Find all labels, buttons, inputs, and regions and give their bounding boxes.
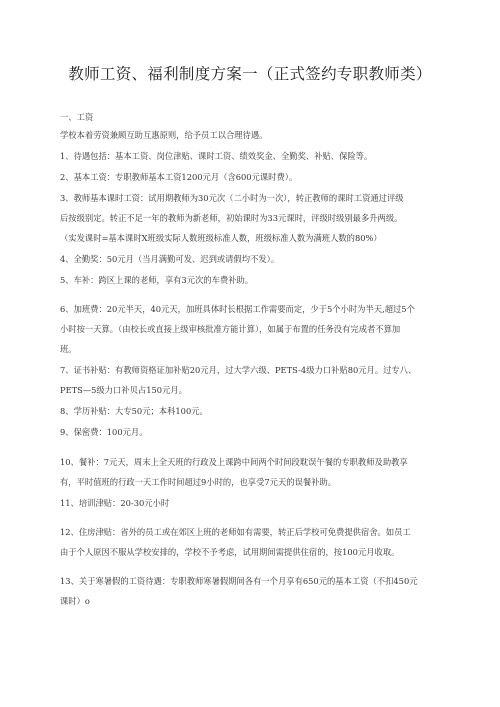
list-item-7-line-1: 7、证书补贴：有教师资格证加补贴20元月，过大学六级、PETS-4级力口补贴80元月。过专八、 xyxy=(60,365,417,375)
list-item-10-line-2: 有，平时值班的行政一天工作时间超过9小时的，也享受7元天的误餐补助。 xyxy=(60,477,337,487)
list-item-7-line-2: PETS—5级力口补贝占150元月。 xyxy=(60,385,187,395)
document-title: 教师工资、福利制度方案一（正式签约专职教师类） xyxy=(68,65,432,83)
list-item-9-line-1: 9、保密费：100元月。 xyxy=(60,427,148,437)
list-item-8-line-1: 8、学历补贴：大专50元；本科100元。 xyxy=(60,406,208,416)
list-item-4-line-1: 4、全勤奖：50元月（当月满勤可发、迟到或请假均不发）。 xyxy=(60,254,280,264)
section-heading: 一、工资 xyxy=(60,112,94,122)
intro-paragraph: 学校本着劳资兼顾互助互惠原则，给予员工以合理待遇。 xyxy=(60,130,268,140)
list-item-13-line-1: 13、关于寒暑假的工资待遇：专职教师寒暑假期间各有一个月享有650元的基本工资（不扣450元 xyxy=(60,576,418,586)
list-item-3-line-3: （实发课时=基本课时X班级实际人数班级标准人数，班级标准人数为满班人数的80%） xyxy=(60,233,382,243)
list-item-11-line-1: 11、培训津贴：20-30元小时 xyxy=(60,498,170,508)
list-item-6-line-1: 6、加班费：20元半天，40元天，加班具体时长根据工作需要而定，少于5个小时为半天,超过5个 xyxy=(60,304,415,314)
list-item-12-line-1: 12、住房津贴：省外的员工或在郊区上班的老师如有需要，转正后学校可免费提供宿舍。如员工 xyxy=(60,527,411,537)
list-item-5-line-1: 5、车补：跨区上课的老师，享有3元次的车费补助。 xyxy=(60,275,254,285)
list-item-3-line-1: 3、教师基本课时工资：试用期教师为30元次（二小时为一次），转正教师的课时工资通过评级 xyxy=(60,193,404,203)
list-item-6-line-3: 班。 xyxy=(60,344,77,354)
list-item-13-line-2: 课时）o xyxy=(60,596,90,606)
list-item-2-line-1: 2、基本工资：专职教师基本工资1200元月（含600元课时费）。 xyxy=(60,172,298,182)
list-item-1-line-1: 1、待遇包括：基本工资、岗位津贴、课时工资、绩效奖金、全勤奖、补贴、保险等。 xyxy=(60,151,373,161)
list-item-12-line-2: 由于个人原因不服从学校安排的，学校不予考虑，试用期间需提供住宿的，按100元月收取。 xyxy=(60,547,400,557)
list-item-3-line-2: 后按级别定。转正不足一年的教师为新老师，初始课时为33元课时，评级时级别最多升两级。 xyxy=(60,213,403,223)
list-item-6-line-2: 小时按一天算。（由校长或直接上级审核批准方能计算），如属于布置的任务没有完成者不算加 xyxy=(60,324,401,334)
list-item-10-line-1: 10、餐补：7元天，周末上全天班的行政及上课跨中间两个时间段耽误午餐的专职教师及助教享 xyxy=(60,457,408,467)
